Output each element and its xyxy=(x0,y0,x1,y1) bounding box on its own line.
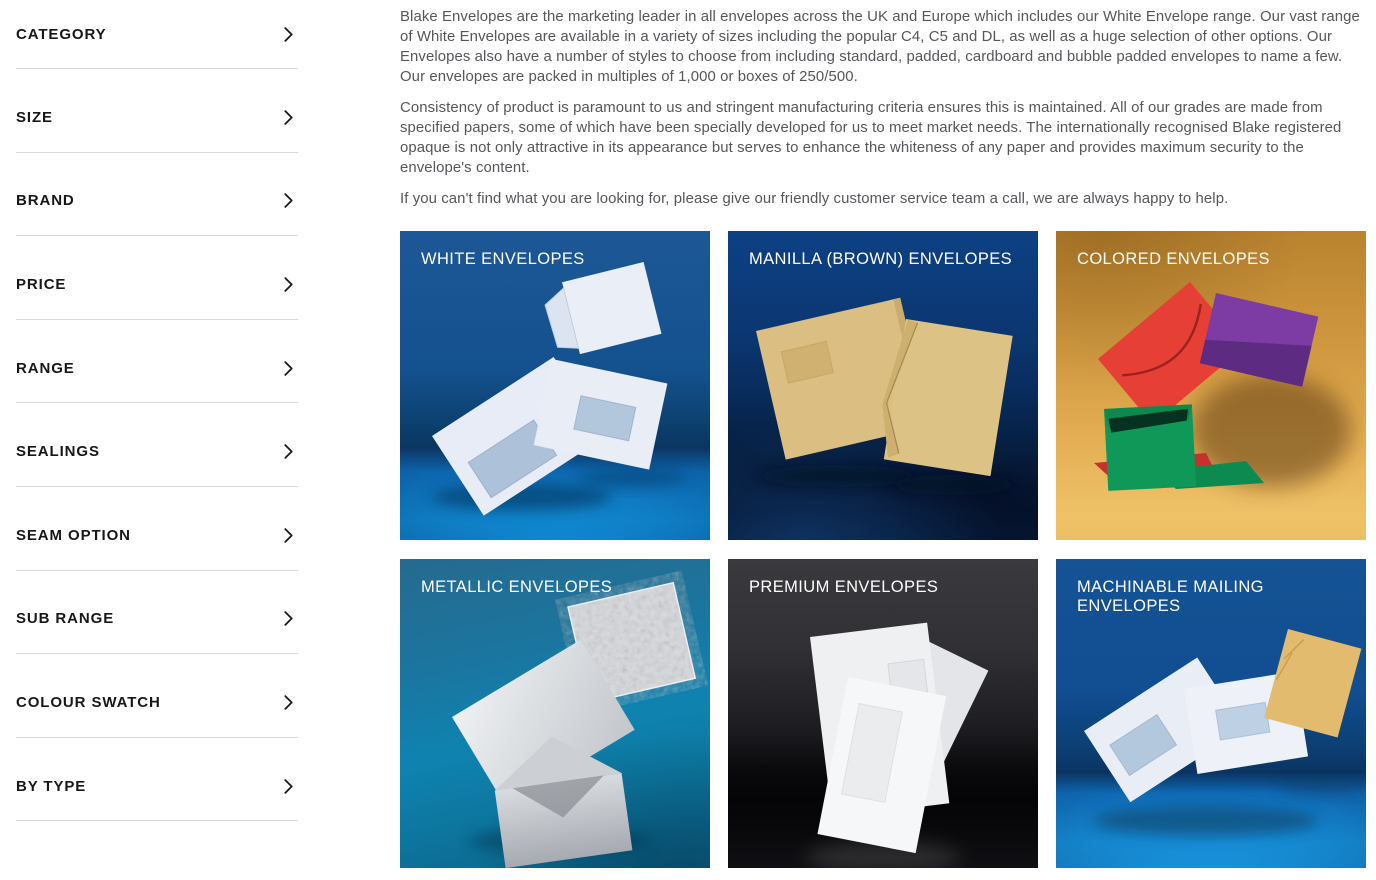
sidebar-item-category[interactable] xyxy=(16,0,298,69)
category-tiles-grid xyxy=(400,231,1366,868)
sidebar-item-brand[interactable] xyxy=(16,153,298,237)
sidebar-item-label: BRAND xyxy=(16,192,75,210)
sidebar-item-label: SEALINGS xyxy=(16,443,100,461)
tile-title: MACHINABLE MAILING ENVELOPES xyxy=(1077,578,1264,616)
sidebar-item-sub-range[interactable] xyxy=(16,571,298,655)
chevron-right-icon xyxy=(283,360,298,377)
sidebar-item-by-type[interactable] xyxy=(16,738,298,822)
intro-paragraph: Blake Envelopes are the marketing leader in all envelopes across the UK and Europe which includes our White Envelope range. Our vast range of White Envelopes are available in a variety of sizes including the popular C4, C5 and DL, as well as a huge selection of other options. Our Envelopes also have a number of styles to choose from including standard, padded, cardboard and bubble padded envelopes to name a few. Our envelopes are packed in multiples of 1,000 or boxes of 250/500. xyxy=(400,9,1360,85)
intro-text xyxy=(400,0,1366,209)
tile-title: MANILLA (BROWN) ENVELOPES xyxy=(749,250,1013,268)
manilla-envelopes-image xyxy=(728,231,1038,540)
chevron-right-icon xyxy=(283,527,298,544)
sidebar-item-label: PRICE xyxy=(16,275,67,293)
tile-premium-envelopes[interactable] xyxy=(728,559,1038,868)
envelope-shape xyxy=(1104,404,1196,490)
colored-envelopes-image xyxy=(1056,231,1366,540)
tile-title: WHITE ENVELOPES xyxy=(421,250,585,268)
tile-manilla-brown-envelopes[interactable] xyxy=(728,231,1038,540)
tile-machinable-mailing-envelopes[interactable] xyxy=(1056,559,1366,868)
envelope-shape xyxy=(541,262,662,359)
chevron-right-icon xyxy=(283,276,298,293)
chevron-right-icon xyxy=(283,192,298,209)
chevron-right-icon xyxy=(283,443,298,460)
white-envelopes-image xyxy=(400,231,710,540)
chevron-right-icon xyxy=(283,109,298,126)
tile-white-envelopes[interactable] xyxy=(400,231,710,540)
intro-paragraph: If you can't find what you are looking for, please give our friendly customer service team a call, we are always happy to help. xyxy=(400,191,1229,207)
sidebar-item-colour-swatch[interactable] xyxy=(16,654,298,738)
sidebar-item-seam-option[interactable] xyxy=(16,487,298,571)
sidebar-item-size[interactable] xyxy=(16,69,298,153)
filter-sidebar xyxy=(16,0,298,821)
sidebar-item-label: SIZE xyxy=(16,108,53,126)
chevron-right-icon xyxy=(283,778,298,795)
sidebar-item-price[interactable] xyxy=(16,236,298,320)
sidebar-item-label: RANGE xyxy=(16,359,75,377)
tile-title: METALLIC ENVELOPES xyxy=(421,578,613,596)
chevron-right-icon xyxy=(283,26,298,43)
premium-envelopes-image xyxy=(728,559,1038,868)
envelope-shape xyxy=(1264,629,1361,738)
chevron-right-icon xyxy=(283,610,298,627)
chevron-right-icon xyxy=(283,694,298,711)
content xyxy=(400,0,1366,220)
sidebar-item-range[interactable] xyxy=(16,320,298,404)
tile-colored-envelopes[interactable] xyxy=(1056,231,1366,540)
sidebar-item-label: SEAM OPTION xyxy=(16,526,131,544)
envelope-shape xyxy=(1200,293,1319,387)
intro-paragraph: Consistency of product is paramount to us and stringent manufacturing criteria ensures this is maintained. All of our grades are made from specified papers, some of which have been specially developed for us to meet market needs. The internationally recognised Blake registered opaque is not only attractive in its appearance but serves to enhance the whiteness of any paper and provides maximum security to the envelope's content. xyxy=(400,100,1342,176)
tile-title: PREMIUM ENVELOPES xyxy=(749,578,939,596)
tile-metallic-envelopes[interactable] xyxy=(400,559,710,868)
tile-title: COLORED ENVELOPES xyxy=(1077,250,1270,268)
sidebar-item-label: SUB RANGE xyxy=(16,610,115,628)
sidebar-item-label: CATEGORY xyxy=(16,25,107,43)
metallic-envelopes-image xyxy=(400,559,710,868)
sidebar-item-label: COLOUR SWATCH xyxy=(16,693,161,711)
sidebar-item-label: BY TYPE xyxy=(16,777,87,795)
sidebar-item-sealings[interactable] xyxy=(16,403,298,487)
